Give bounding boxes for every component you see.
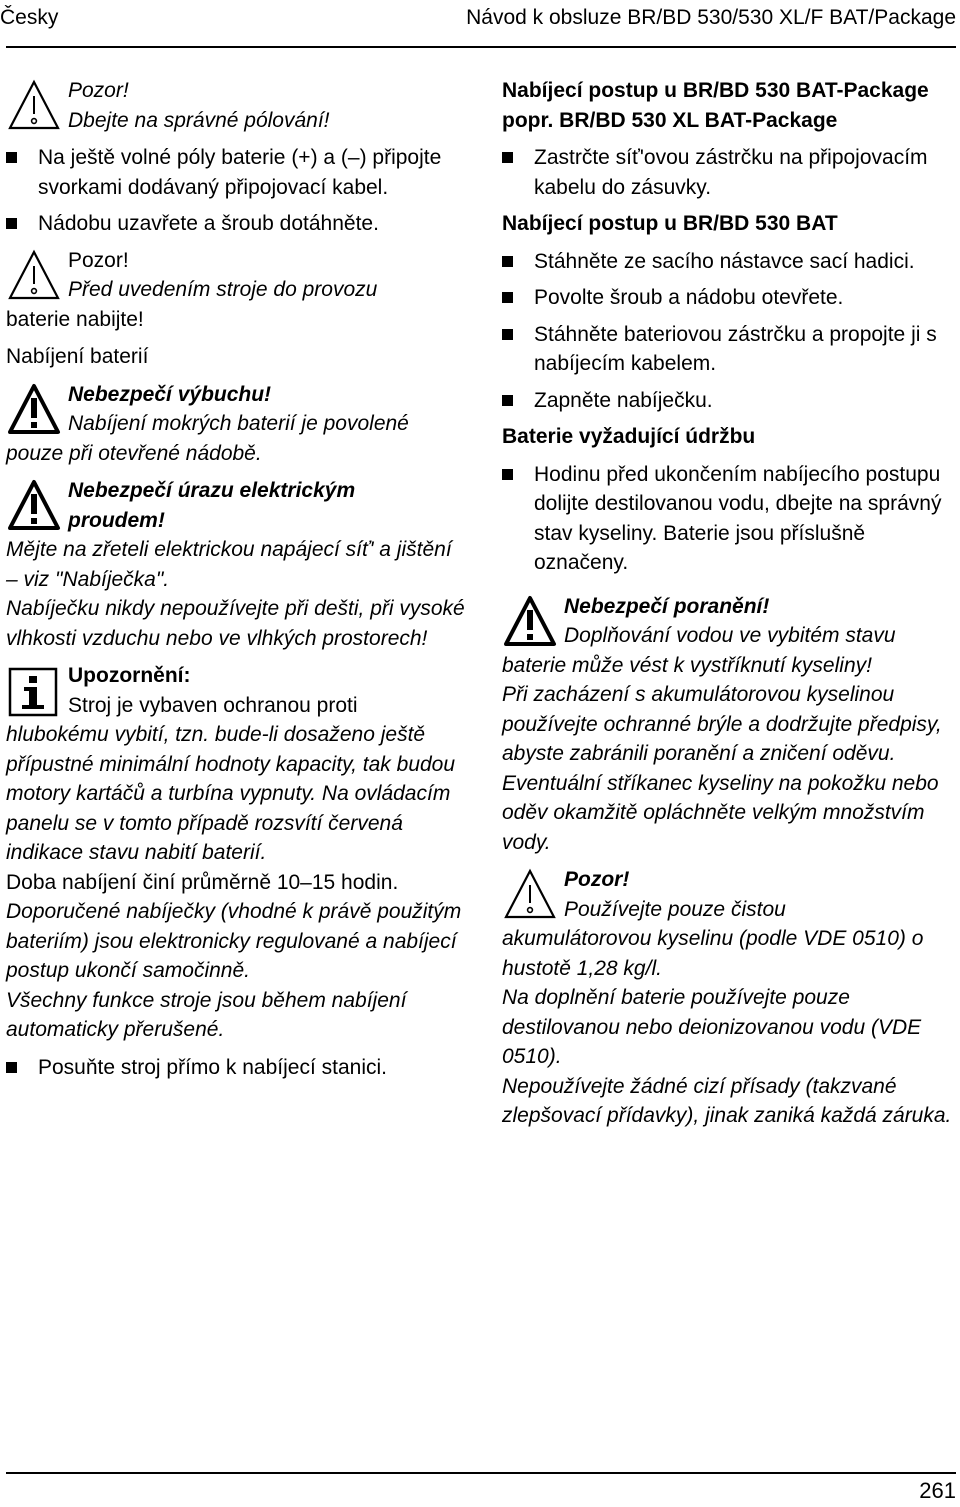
danger-text-cont: Nabíječku nikdy nepoužívejte při dešti, při vysoké vlhkosti vzduchu nebo ve vlhkých prostorech! <box>6 597 465 650</box>
list-item-text: Stáhněte bateriovou zástrčku a propojte ji s nabíjecím kabelem. <box>534 322 937 375</box>
section-heading: Baterie vyžadující údržbu <box>502 425 756 448</box>
section-heading: Nabíjecí postup u BR/BD 530 BAT-Package popr. BR/BD 530 XL BAT-Package <box>502 79 929 132</box>
caution-outline-icon <box>6 78 62 134</box>
caution-polarity <box>6 76 466 135</box>
list-item <box>6 209 466 239</box>
danger-text-cont: pouze při otevřené nádobě. <box>6 441 262 465</box>
warn-text-cont: akumulátorovou kyselinu (podle VDE 0510) o hustotě 1,28 kg/l. <box>502 927 924 980</box>
warn-additives: Nepoužívejte žádné cizí přísady (takzvané zlepšovací přídavky), jinak zaniká každá záruka. <box>502 1074 952 1127</box>
danger-filled-icon <box>6 382 62 438</box>
danger-title: Nebezpečí poranění! <box>564 594 770 618</box>
list-item-text: Povolte šroub a nádobu otevřete. <box>534 286 844 309</box>
list-item-text: Nádobu uzavřete a šroub dotáhněte. <box>38 212 379 235</box>
list-item <box>502 283 954 313</box>
info-note <box>6 661 466 1045</box>
header-rule <box>6 46 956 48</box>
bullet-square-icon <box>502 395 513 406</box>
bullet-square-icon <box>502 329 513 340</box>
warn-text: Dbejte na správné pólování! <box>68 108 330 132</box>
list-item <box>502 460 954 578</box>
list-item <box>502 247 954 277</box>
list-item <box>502 386 954 416</box>
info-charging-time: Doba nabíjení činí průměrně 10–15 hodin. <box>6 870 399 894</box>
section-heading: Nabíjení baterií <box>6 345 149 368</box>
bullet-square-icon <box>6 218 17 229</box>
warn-text: Používejte pouze čistou <box>564 897 786 921</box>
info-chargers: Doporučené nabíječky (vhodné k právě použitým bateriím) jsou elektronicky regulované a nabíjecí postup ukončí samočinně. <box>6 900 462 982</box>
danger-title: Nebezpečí úrazu elektrickým <box>68 479 356 502</box>
warn-water: Na doplnění baterie používejte pouze destilovanou nebo deionizovanou vodu (VDE 0510). <box>502 986 922 1068</box>
list-item-text: Na ještě volné póly baterie (+) a (–) připojte svorkami dodávaný připojovací kabel. <box>38 146 442 199</box>
list-item <box>502 320 954 379</box>
danger-explosion <box>6 380 466 469</box>
danger-goggles: Při zacházení s akumulátorovou kyselinou používejte ochranné brýle a dodržujte předpisy, abyste zabránili poranění a zničení oděvu. <box>502 683 942 765</box>
language-label: Česky <box>0 6 59 29</box>
warn-title: Pozor! <box>564 868 630 891</box>
info-functions: Všechny funkce stroje jsou během nabíjení automaticky přerušené. <box>6 988 407 1041</box>
warn-title: Pozor! <box>68 248 129 272</box>
danger-text: Doplňování vodou ve vybitém stavu <box>564 624 896 647</box>
warn-text: Před uvedením stroje do provozu <box>68 278 378 301</box>
caution-outline-icon <box>502 867 558 923</box>
section-heading: Nabíjecí postup u BR/BD 530 BAT <box>502 212 838 235</box>
page-number: 261 <box>919 1478 956 1503</box>
warn-title: Pozor! <box>68 79 129 102</box>
danger-filled-icon <box>6 478 62 534</box>
warn-text-cont: baterie nabijte! <box>6 307 144 331</box>
list-item <box>6 143 466 202</box>
danger-rinse: Eventuální stříkanec kyseliny na pokožku nebo oděv okamžitě opláchněte velkým množstvím vody. <box>502 771 939 854</box>
bullet-square-icon <box>6 152 17 163</box>
list-item-text: Hodinu před ukončením nabíjecího postupu dolijte destilovanou vodu, dbejte na správný stav kyseliny. Baterie jsou příslušně označeny. <box>534 462 942 574</box>
bullet-square-icon <box>502 256 513 267</box>
list-item-text: Posuňte stroj přímo k nabíjecí stanici. <box>38 1055 387 1079</box>
bullet-square-icon <box>502 469 513 480</box>
list-item-text: Stáhněte ze sacího nástavce sací hadici. <box>534 249 915 273</box>
caution-acid <box>502 865 954 1131</box>
info-icon <box>6 663 62 719</box>
info-title: Upozornění: <box>68 664 191 687</box>
caution-outline-icon <box>6 248 62 304</box>
list-item <box>502 143 954 202</box>
list-item-text: Zastrčte síť'ovou zástrčku na připojovacím kabelu do zásuvky. <box>534 146 928 199</box>
danger-text-cont: baterie může vést k vystříknutí kyseliny! <box>502 653 872 677</box>
right-column <box>502 76 954 1139</box>
danger-text: Mějte na zřeteli elektrickou napájecí síť' a jištění – viz "Nabíječka". <box>6 538 452 591</box>
info-text-cont: hlubokému vybití, tzn. bude-li dosaženo ještě přípustné minimální hodnoty kapacity, tak budou motory kartáčů a turbína vypnuty. Na ovládacím panelu se v tomto případě rozsvítí červená indikace stavu nabití baterií. <box>6 723 456 864</box>
danger-title: Nebezpečí výbuchu! <box>68 382 272 406</box>
danger-text: Nabíjení mokrých baterií je povolené <box>68 412 409 435</box>
info-text: Stroj je vybaven ochranou proti <box>68 693 358 717</box>
danger-electric-shock <box>6 476 466 653</box>
danger-filled-icon <box>502 594 558 650</box>
manual-title: Návod k obsluze BR/BD 530/530 XL/F BAT/Package <box>466 6 956 29</box>
caution-charge-before-use <box>6 246 466 335</box>
list-item <box>6 1053 466 1083</box>
bullet-square-icon <box>502 292 513 303</box>
danger-title-cont: proudem! <box>68 508 165 532</box>
list-item-text: Zapněte nabíječku. <box>534 388 713 412</box>
left-column <box>6 76 466 1089</box>
footer-rule <box>6 1472 956 1474</box>
danger-injury <box>502 592 954 858</box>
bullet-square-icon <box>6 1062 17 1073</box>
page-header <box>0 4 960 44</box>
bullet-square-icon <box>502 152 513 163</box>
